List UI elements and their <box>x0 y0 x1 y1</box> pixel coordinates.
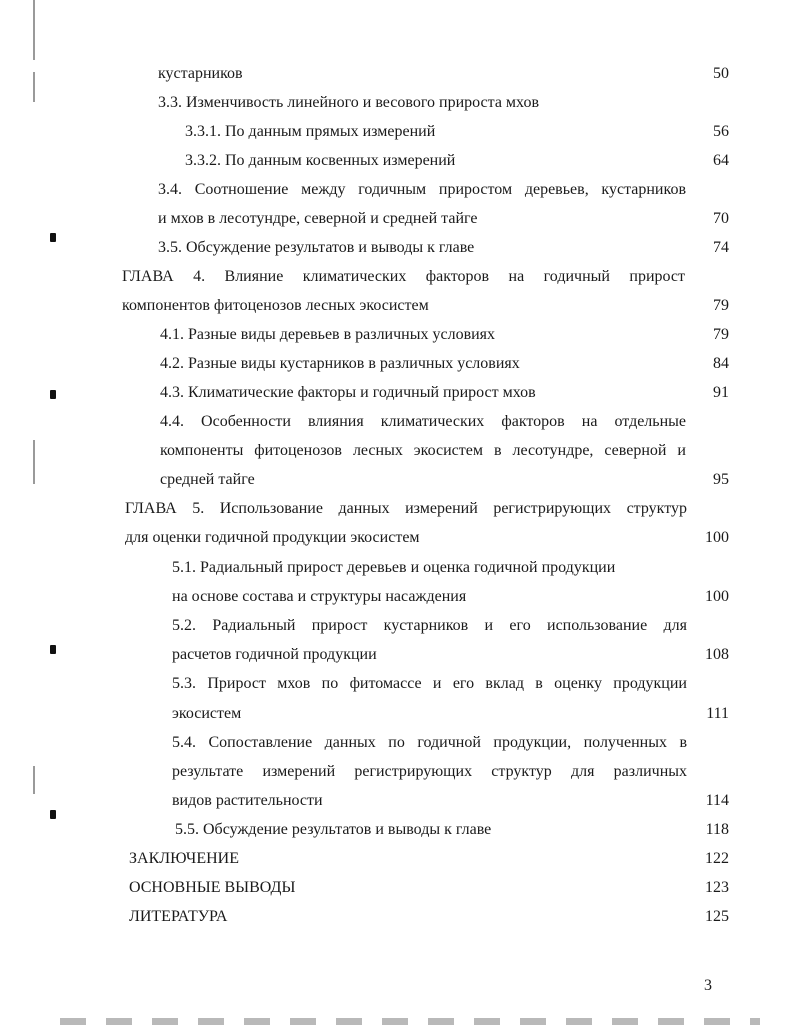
toc-entry-title: для оценки годичной продукции экосистем <box>125 529 420 546</box>
toc-entry-title: компонентов фитоценозов лесных экосистем <box>122 297 429 314</box>
toc-entry <box>0 733 793 762</box>
toc-page-number: 50 <box>713 65 729 82</box>
toc-entry <box>0 820 793 849</box>
toc-entry-title: 3.3. Изменчивость линейного и весового прироста мхов <box>158 94 539 111</box>
toc-entry-title: 5.2. Радиальный прирост кустарников и его использование для <box>172 617 687 634</box>
toc-entry-title: ГЛАВА 4. Влияние климатических факторов на годичный прирост <box>122 268 685 285</box>
toc-entry-title: 5.5. Обсуждение результатов и выводы к главе <box>175 821 492 838</box>
toc-page-number: 74 <box>713 239 729 256</box>
toc-entry-title: 3.4. Соотношение между годичным приростом деревьев, кустарников <box>158 181 686 198</box>
toc-page-number: 122 <box>705 850 729 867</box>
toc-page-number: 70 <box>713 210 729 227</box>
toc-entry <box>0 412 793 441</box>
toc-entry-title: результате измерений регистрирующих структур для различных <box>172 763 687 780</box>
toc-entry-title: 5.1. Радиальный прирост деревьев и оценка годичной продукции <box>172 559 616 576</box>
toc-entry <box>0 383 793 412</box>
toc-page-number: 125 <box>705 908 729 925</box>
toc-entry-title: 3.5. Обсуждение результатов и выводы к главе <box>158 239 475 256</box>
toc-entry <box>0 209 793 238</box>
toc-chapter-entry <box>0 907 793 936</box>
toc-entry-title: 5.3. Прирост мхов по фитомассе и его вклад в оценку продукции <box>172 675 687 692</box>
toc-page-number: 111 <box>706 705 729 722</box>
toc-entry <box>0 791 793 820</box>
toc-entry <box>0 558 793 587</box>
scan-bottom-artifact <box>60 1018 760 1025</box>
toc-entry <box>0 151 793 180</box>
toc-entry <box>0 122 793 151</box>
toc-page-number: 100 <box>705 529 729 546</box>
toc-entry <box>0 762 793 791</box>
toc-page-number: 95 <box>713 471 729 488</box>
toc-page-number: 79 <box>713 326 729 343</box>
toc-entry <box>0 470 793 499</box>
toc-page-number: 100 <box>705 588 729 605</box>
toc-entry <box>0 645 793 674</box>
toc-entry <box>0 238 793 267</box>
scan-left-edge <box>33 0 35 60</box>
toc-entry <box>0 354 793 383</box>
toc-entry-title: 3.3.2. По данным косвенных измерений <box>185 152 456 169</box>
toc-entry <box>0 616 793 645</box>
toc-entry-title: видов растительности <box>172 792 323 809</box>
toc-page-number: 114 <box>705 792 729 809</box>
toc-entry-title: ГЛАВА 5. Использование данных измерений регистрирующих структур <box>125 500 687 517</box>
toc-page-number: 123 <box>705 879 729 896</box>
toc-entry-title: кустарников <box>158 65 243 82</box>
toc-entry-title: ЗАКЛЮЧЕНИЕ <box>129 850 239 867</box>
toc-page-number: 79 <box>713 297 729 314</box>
toc-entry <box>0 587 793 616</box>
toc-entry-title: ЛИТЕРАТУРА <box>129 908 228 925</box>
toc-entry <box>0 704 793 733</box>
toc-entry-title: 4.3. Климатические факторы и годичный прирост мхов <box>160 384 536 401</box>
toc-chapter-entry <box>0 878 793 907</box>
toc-page-number: 56 <box>713 123 729 140</box>
toc-page-number: 108 <box>705 646 729 663</box>
toc-entry <box>0 180 793 209</box>
toc-entry-title: 4.4. Особенности влияния климатических факторов на отдельные <box>160 413 686 430</box>
toc-entry <box>0 93 793 122</box>
toc-chapter-entry <box>0 528 793 557</box>
toc-entry-title: экосистем <box>172 705 242 722</box>
page-number: 3 <box>704 977 712 994</box>
toc-page-number: 91 <box>713 384 729 401</box>
toc-entry-title: 5.4. Сопоставление данных по годичной продукции, полученных в <box>172 734 687 751</box>
toc-entry-title: 4.1. Разные виды деревьев в различных условиях <box>160 326 496 343</box>
toc-entry-title: на основе состава и структуры насаждения <box>172 588 467 605</box>
toc-page-number: 118 <box>705 821 729 838</box>
toc-chapter-entry <box>0 849 793 878</box>
toc-entry <box>0 674 793 703</box>
toc-entry-title: 4.2. Разные виды кустарников в различных условиях <box>160 355 520 372</box>
toc-chapter-entry <box>0 267 793 296</box>
toc-entry-title: расчетов годичной продукции <box>172 646 377 663</box>
toc-entry-title: 3.3.1. По данным прямых измерений <box>185 123 436 140</box>
toc-page-number: 84 <box>713 355 729 372</box>
toc-entry-title: ОСНОВНЫЕ ВЫВОДЫ <box>129 879 296 896</box>
toc-page-number: 64 <box>713 152 729 169</box>
toc-entry-title: компоненты фитоценозов лесных экосистем в лесотундре, северной и <box>160 442 686 459</box>
toc-entry <box>0 325 793 354</box>
toc-entry <box>0 64 793 93</box>
toc-entry <box>0 441 793 470</box>
toc-entry-title: и мхов в лесотундре, северной и средней тайге <box>158 210 478 227</box>
toc-chapter-entry <box>0 296 793 325</box>
toc-entry-title: средней тайге <box>160 471 255 488</box>
toc-chapter-entry <box>0 499 793 528</box>
